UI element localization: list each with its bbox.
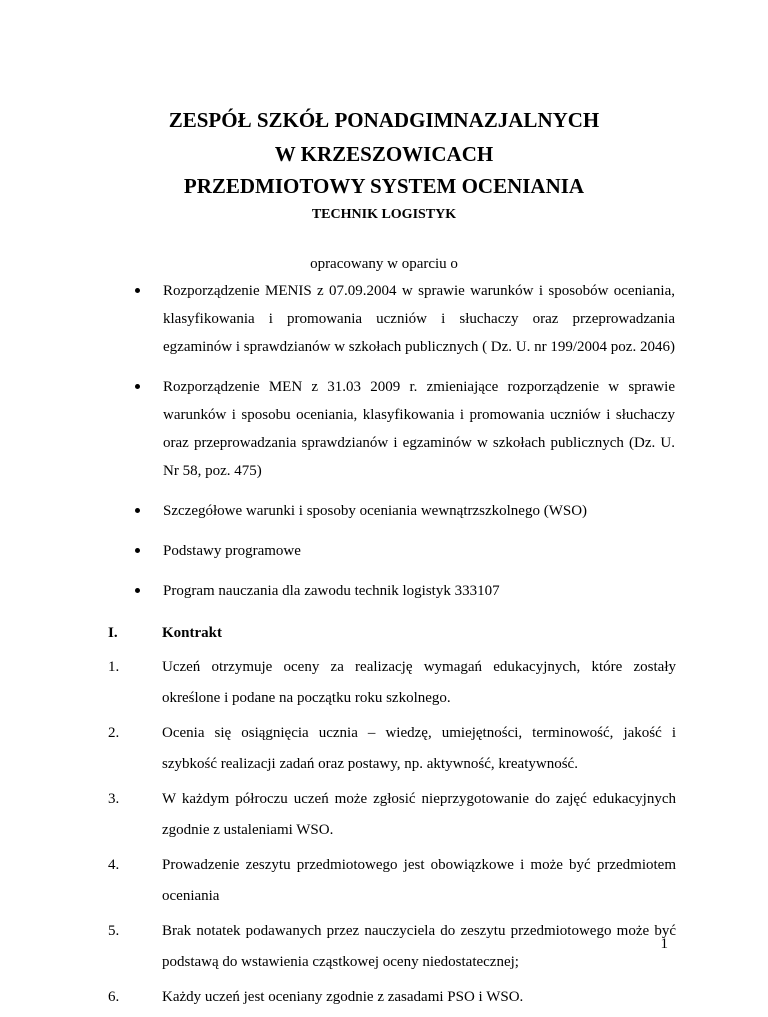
intro-line: opracowany w oparciu o (310, 256, 458, 272)
list-item (108, 784, 676, 846)
document-title: PRZEDMIOTOWY SYSTEM OCENIANIA (183, 174, 585, 198)
section-heading (108, 625, 222, 642)
page-number: 1 (660, 936, 668, 952)
item-number: 1. (108, 659, 120, 675)
list-item (135, 277, 675, 361)
list-item (108, 850, 676, 912)
section-number: I. (108, 625, 118, 641)
item-text: Uczeń otrzymuje oceny za realizację wymagań edukacyjnych, które zostały określone i podane na początku roku szkolnego. (162, 659, 676, 706)
list-item (108, 916, 676, 978)
contract-list (108, 652, 676, 1017)
list-item (135, 577, 675, 605)
item-text: Każdy uczeń jest oceniany zgodnie z zasadami PSO i WSO. (162, 989, 524, 1005)
list-item (135, 373, 675, 485)
legal-basis-list (135, 277, 675, 605)
item-number: 4. (108, 857, 120, 873)
list-item-text: Szczegółowe warunki i sposoby oceniania wewnątrzszkolnego (WSO) (163, 503, 588, 519)
list-item (135, 537, 675, 565)
school-location-heading: W KRZESZOWICACH (274, 142, 494, 166)
item-number: 3. (108, 791, 120, 807)
bullet-icon (135, 384, 140, 389)
bullet-icon (135, 288, 140, 293)
item-text: Prowadzenie zeszytu przedmiotowego jest obowiązkowe i może być przedmiotem oceniania (162, 857, 676, 904)
item-number: 5. (108, 923, 120, 939)
bullet-icon (135, 588, 140, 593)
list-item (108, 652, 676, 714)
list-item-text: Program nauczania dla zawodu technik logistyk 333107 (163, 583, 500, 599)
list-item (135, 497, 675, 525)
list-item-text: Rozporządzenie MEN z 31.03 2009 r. zmieniające rozporządzenie w sprawie warunków i sposobu oceniania, klasyfikowania i promowania uczniów i słuchaczy oraz przeprowadzania sprawdzianów i egzaminów w szkołach publicznych (Dz. U. Nr 58, poz. 475) (163, 379, 675, 479)
item-text: Brak notatek podawanych przez nauczyciela do zeszytu przedmiotowego może być podstawą do wstawienia cząstkowej oceny niedostatecznej; (162, 923, 676, 970)
item-number: 2. (108, 725, 120, 741)
list-item-text: Podstawy programowe (163, 543, 301, 559)
bullet-icon (135, 508, 140, 513)
item-text: Ocenia się osiągnięcia ucznia – wiedzę, umiejętności, terminowość, jakość i szybkość realizacji zadań oraz postawy, np. aktywność, kreatywność. (162, 725, 676, 772)
item-number: 6. (108, 989, 120, 1005)
profession-subtitle: TECHNIK LOGISTYK (311, 207, 457, 222)
list-item (108, 718, 676, 780)
item-text: W każdym półroczu uczeń może zgłosić nieprzygotowanie do zajęć edukacyjnych zgodnie z ustaleniami WSO. (162, 791, 676, 838)
list-item (108, 982, 676, 1013)
section-title: Kontrakt (162, 625, 222, 641)
school-name-heading: ZESPÓŁ SZKÓŁ PONADGIMNAZJALNYCH (168, 108, 600, 132)
bullet-icon (135, 548, 140, 553)
list-item-text: Rozporządzenie MENIS z 07.09.2004 w sprawie warunków i sposobów oceniania, klasyfikowania i promowania uczniów i słuchaczy oraz przeprowadzania egzaminów i sprawdzianów w szkołach publicznych ( Dz. U. nr 199/2004 poz. 2046) (163, 283, 675, 355)
